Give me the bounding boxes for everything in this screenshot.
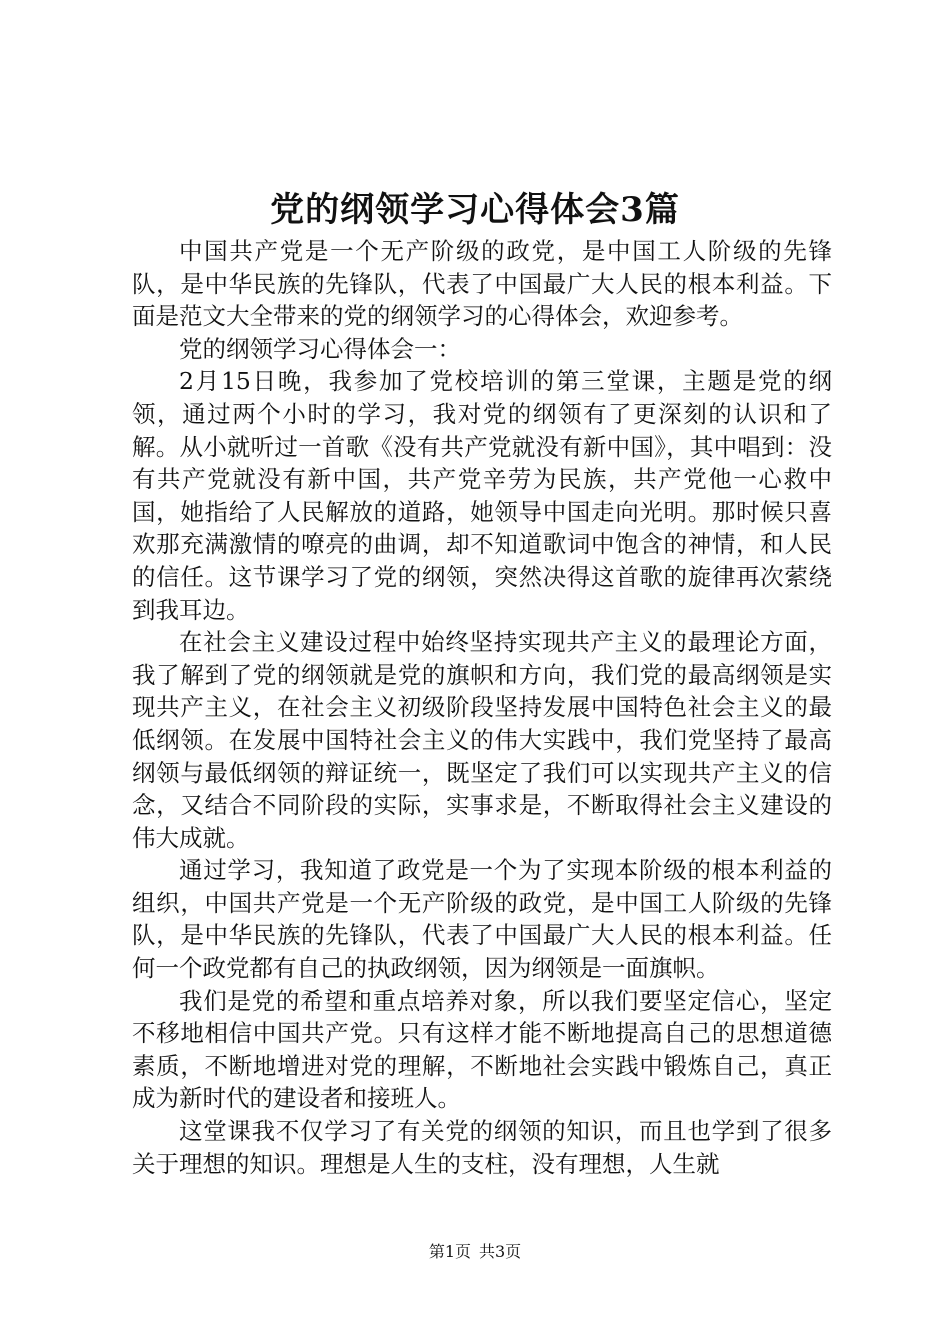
document-body — [132, 235, 832, 1180]
paragraph: 通过学习，我知道了政党是一个为了实现本阶级的根本利益的组织，中国共产党是一个无产阶级的政党，是中国工人阶级的先锋队，是中华民族的先锋队，代表了中国最广大人民的根本利益。任何一个政党都有自己的执政纲领，因为纲领是一面旗帜。 — [132, 856, 832, 983]
paragraph: 2月15日晚，我参加了党校培训的第三堂课，主题是党的纲领，通过两个小时的学习，我对党的纲领有了更深刻的认识和了解。从小就听过一首歌《没有共产党就没有新中国》，其中唱到：没有共产党就没有新中国，共产党辛劳为民族，共产党他一心救中国，她指给了人民解放的道路，她领导中国走向光明。那时候只喜欢那充满激情的嘹亮的曲调，却不知道歌词中饱含的神情，和人民的信任。这节课学习了党的纲领，突然决得这首歌的旋律再次萦绕到我耳边。 — [132, 367, 832, 624]
paragraph: 这堂课我不仅学习了有关党的纲领的知识，而且也学到了很多关于理想的知识。理想是人生的支柱，没有理想，人生就 — [132, 1117, 832, 1178]
page-total: 共3页 — [479, 1242, 522, 1261]
section-heading-one: 党的纲领学习心得体会一： — [179, 334, 461, 363]
page-footer — [0, 1241, 950, 1263]
paragraph: 在社会主义建设过程中始终坚持实现共产主义的最理论方面，我了解到了党的纲领就是党的旗帜和方向，我们党的最高纲领是实现共产主义，在社会主义初级阶段坚持发展中国特色社会主义的最低纲领。在发展中国特社会主义的伟大实践中，我们党坚持了最高纲领与最低纲领的辩证统一，既坚定了我们可以实现共产主义的信念，又结合不同阶段的实际，实事求是，不断取得社会主义建设的伟大成就。 — [132, 628, 832, 852]
paragraph: 我们是党的希望和重点培养对象，所以我们要坚定信心，坚定不移地相信中国共产党。只有这样才能不断地提高自己的思想道德素质，不断地增进对党的理解，不断地社会实践中锻炼自己，真正成为新时代的建设者和接班人。 — [132, 986, 832, 1113]
document-title: 党的纲领学习心得体会3篇 — [270, 190, 680, 230]
paragraph-intro: 中国共产党是一个无产阶级的政党，是中国工人阶级的先锋队，是中华民族的先锋队，代表了中国最广大人民的根本利益。下面是范文大全带来的党的纲领学习的心得体会，欢迎参考。 — [132, 237, 832, 331]
page-number: 第1页 — [428, 1242, 471, 1261]
